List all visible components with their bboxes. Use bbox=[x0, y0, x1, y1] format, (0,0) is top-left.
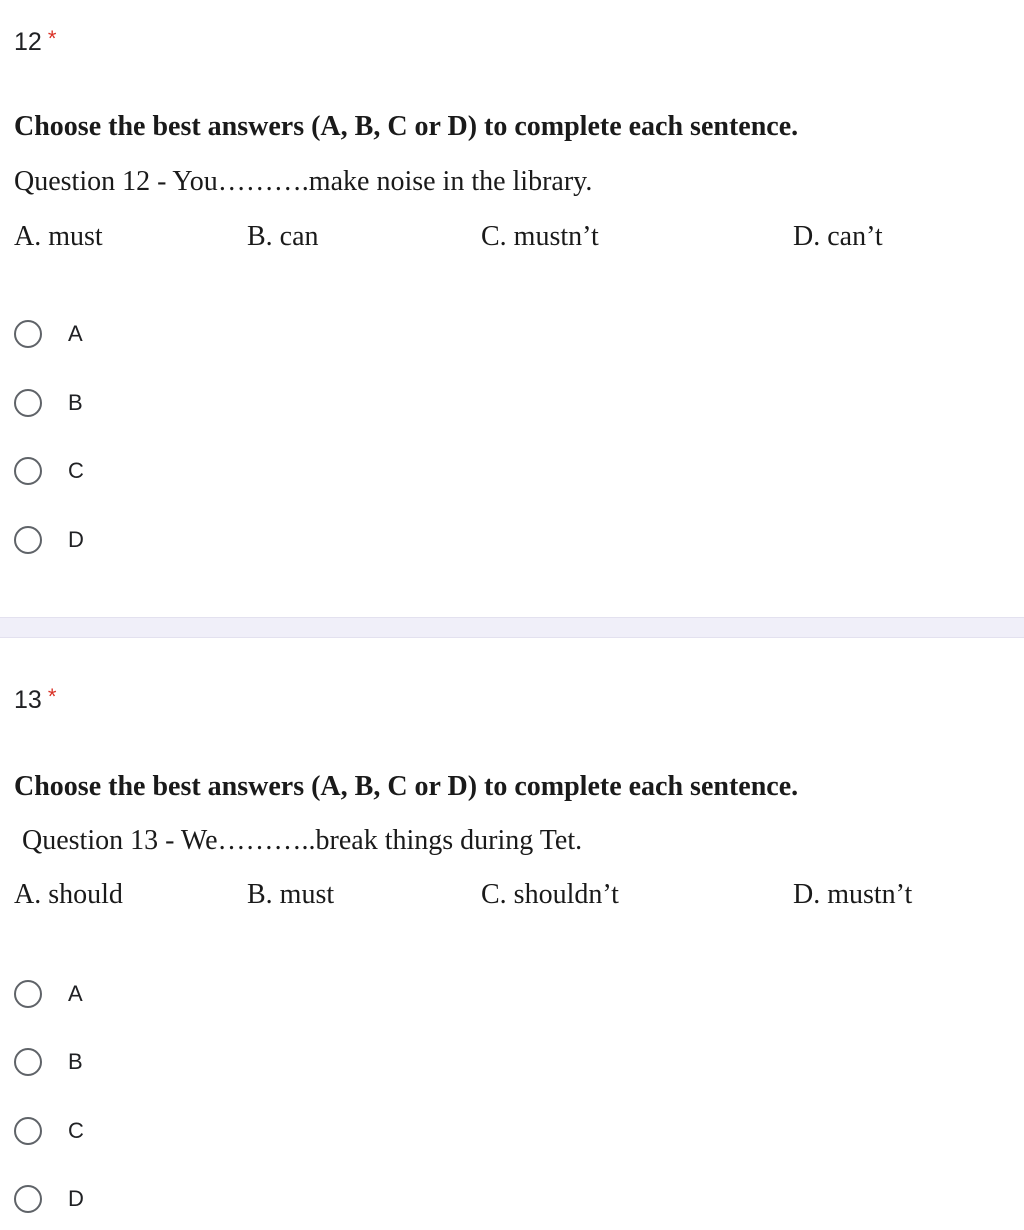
answer-option-c: C. shouldn’t bbox=[481, 879, 619, 910]
radio-circle-icon[interactable] bbox=[14, 1117, 42, 1145]
radio-label: A bbox=[68, 321, 83, 346]
answer-option-b: B. can bbox=[247, 221, 319, 252]
answer-option-c: C. mustn’t bbox=[481, 221, 599, 252]
radio-choice-a[interactable] bbox=[14, 317, 83, 351]
radio-label: B bbox=[68, 1049, 83, 1074]
radio-circle-icon[interactable] bbox=[14, 389, 42, 417]
question-number bbox=[14, 26, 57, 56]
required-asterisk: * bbox=[47, 684, 57, 709]
radio-choice-c[interactable] bbox=[14, 1114, 84, 1148]
radio-choice-a[interactable] bbox=[14, 977, 83, 1011]
question-instruction: Choose the best answers (A, B, C or D) to complete each sentence. bbox=[14, 771, 799, 802]
radio-choice-b[interactable] bbox=[14, 386, 83, 420]
question-text: Question 12 - You……….make noise in the library. bbox=[14, 166, 593, 197]
radio-choice-c[interactable] bbox=[14, 454, 84, 488]
radio-label: D bbox=[68, 527, 84, 552]
required-asterisk: * bbox=[47, 26, 57, 51]
answer-option-b: B. must bbox=[247, 879, 335, 910]
card-divider bbox=[0, 617, 1024, 638]
radio-label: B bbox=[68, 390, 83, 415]
answer-option-d: D. can’t bbox=[793, 221, 883, 252]
radio-circle-icon[interactable] bbox=[14, 320, 42, 348]
radio-circle-icon[interactable] bbox=[14, 1185, 42, 1213]
answer-option-a: A. should bbox=[14, 879, 123, 910]
radio-circle-icon[interactable] bbox=[14, 526, 42, 554]
answer-option-d: D. mustn’t bbox=[793, 879, 913, 910]
radio-circle-icon[interactable] bbox=[14, 457, 42, 485]
question-number-text: 13 bbox=[14, 686, 42, 714]
radio-circle-icon[interactable] bbox=[14, 1048, 42, 1076]
question-text: Question 13 - We………..break things during Tet. bbox=[22, 825, 583, 856]
radio-choice-d[interactable] bbox=[14, 523, 84, 557]
question-number-text: 12 bbox=[14, 28, 42, 56]
radio-label: D bbox=[68, 1186, 84, 1211]
question-number bbox=[14, 684, 57, 714]
radio-choice-b[interactable] bbox=[14, 1045, 83, 1079]
radio-label: A bbox=[68, 981, 83, 1006]
question-instruction: Choose the best answers (A, B, C or D) to complete each sentence. bbox=[14, 111, 799, 142]
radio-circle-icon[interactable] bbox=[14, 980, 42, 1008]
radio-choice-d[interactable] bbox=[14, 1182, 84, 1216]
radio-label: C bbox=[68, 458, 84, 483]
answer-option-a: A. must bbox=[14, 221, 103, 252]
radio-label: C bbox=[68, 1118, 84, 1143]
